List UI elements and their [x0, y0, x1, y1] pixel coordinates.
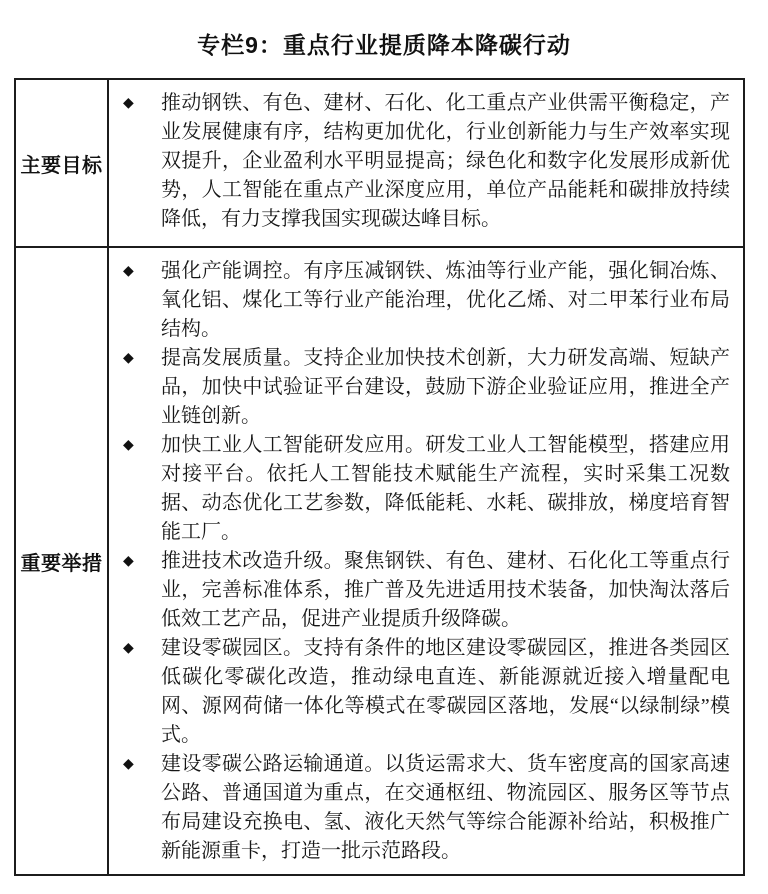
table-body: [15, 79, 744, 875]
bullet-item: [117, 547, 730, 634]
bullet-text: 强化产能调控。有序压减钢铁、炼油等行业产能，强化铜冶炼、氧化铝、煤化工等行业产能治理，优化乙烯、对二甲苯行业布局结构。: [161, 260, 730, 340]
diamond-bullet-icon: ◆: [123, 437, 134, 453]
row-content: [108, 79, 744, 247]
bullet-item: [117, 89, 730, 234]
bullet-text: 建设零碳公路运输通道。以货运需求大、货车密度高的国家高速公路、普通国道为重点，在交通枢纽、物流园区、服务区等节点布局建设充换电、氢、液化天然气等综合能源补给站，积极推广新能源重卡，打造一批示范路段。: [161, 753, 730, 862]
bullet-item: [117, 431, 730, 547]
diamond-bullet-icon: ◆: [123, 350, 134, 366]
diamond-bullet-icon: ◆: [123, 640, 134, 656]
row-label: 主要目标: [15, 79, 108, 247]
bullet-item: [117, 257, 730, 344]
diamond-bullet-icon: ◆: [123, 756, 134, 772]
bullet-item: [117, 634, 730, 750]
bullet-text: 建设零碳园区。支持有条件的地区建设零碳园区，推进各类园区低碳化零碳化改造，推动绿电直连、新能源就近接入增量配电网、源网荷储一体化等模式在零碳园区落地，发展“以绿制绿”模式。: [161, 637, 730, 746]
bullet-item: [117, 750, 730, 866]
bullet-item: [117, 344, 730, 431]
policy-box-table: [14, 78, 745, 876]
table-row: [15, 79, 744, 247]
diamond-bullet-icon: ◆: [123, 553, 134, 569]
row-label: 重要举措: [15, 247, 108, 875]
bullet-text: 推动钢铁、有色、建材、石化、化工重点产业供需平衡稳定，产业发展健康有序，结构更加优化，行业创新能力与生产效率实现双提升，企业盈利水平明显提高；绿色化和数字化发展形成新优势，人工智能在重点产业深度应用，单位产品能耗和碳排放持续降低，有力支撑我国实现碳达峰目标。: [161, 92, 730, 230]
page-title: 专栏9：重点行业提质降本降碳行动: [197, 32, 571, 58]
diamond-bullet-icon: ◆: [123, 95, 134, 111]
table-row: [15, 247, 744, 875]
diamond-bullet-icon: ◆: [123, 263, 134, 279]
bullet-text: 加快工业人工智能研发应用。研发工业人工智能模型，搭建应用对接平台。依托人工智能技术赋能生产流程，实时采集工况数据、动态优化工艺参数，降低能耗、水耗、碳排放，梯度培育智能工厂。: [161, 434, 730, 543]
bullet-text: 推进技术改造升级。聚焦钢铁、有色、建材、石化化工等重点行业，完善标准体系，推广普及先进适用技术装备，加快淘汰落后低效工艺产品，促进产业提质升级降碳。: [161, 550, 730, 630]
bullet-text: 提高发展质量。支持企业加快技术创新，大力研发高端、短缺产品，加快中试验证平台建设，鼓励下游企业验证应用，推进全产业链创新。: [161, 347, 730, 427]
row-content: [108, 247, 744, 875]
